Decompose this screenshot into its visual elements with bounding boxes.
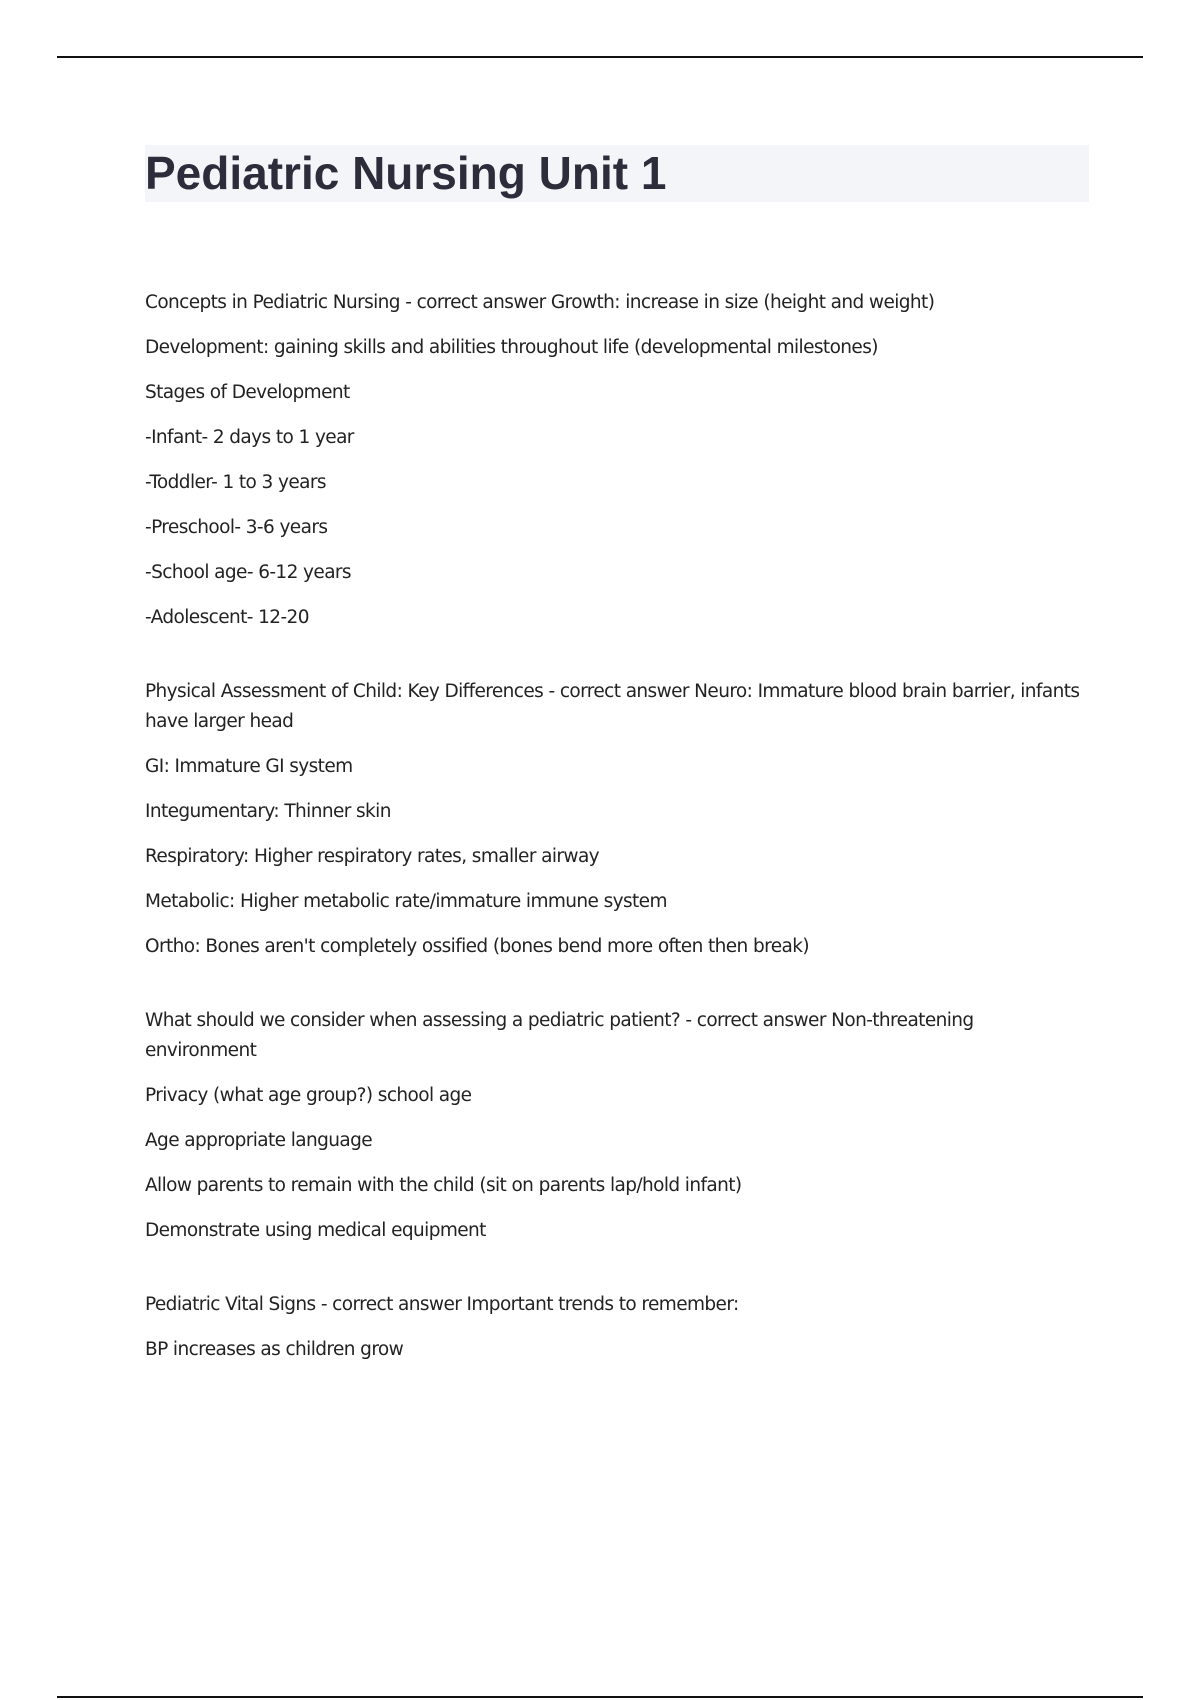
answer-line: Demonstrate using medical equipment	[145, 1220, 486, 1241]
answer-line: -Infant- 2 days to 1 year	[145, 427, 354, 448]
answer-line: Concepts in Pediatric Nursing - correct answer Growth: increase in size (height and weight)	[145, 292, 935, 313]
page-title: Pediatric Nursing Unit 1	[145, 147, 667, 199]
section-assessment-considerations	[145, 1006, 1089, 1246]
answer-line: -Adolescent- 12-20	[145, 607, 309, 628]
answer-line: GI: Immature GI system	[145, 756, 353, 777]
title-banner	[145, 145, 1089, 202]
section-vital-signs	[145, 1290, 1089, 1365]
answer-line: Allow parents to remain with the child (sit on parents lap/hold infant)	[145, 1175, 742, 1196]
answer-line: -Toddler- 1 to 3 years	[145, 472, 326, 493]
answer-line: Development: gaining skills and abilities throughout life (developmental milestones)	[145, 337, 878, 358]
top-rule	[57, 56, 1143, 58]
answer-line: BP increases as children grow	[145, 1339, 404, 1360]
answer-line: Age appropriate language	[145, 1130, 373, 1151]
answer-line: Ortho: Bones aren't completely ossified (bones bend more often then break)	[145, 936, 809, 957]
answer-line: Integumentary: Thinner skin	[145, 801, 391, 822]
answer-line: Pediatric Vital Signs - correct answer Important trends to remember:	[145, 1294, 739, 1315]
answer-line: Respiratory: Higher respiratory rates, smaller airway	[145, 846, 600, 867]
answer-line: Privacy (what age group?) school age	[145, 1085, 472, 1106]
answer-line: -Preschool- 3-6 years	[145, 517, 328, 538]
answer-line: Metabolic: Higher metabolic rate/immature immune system	[145, 891, 667, 912]
bottom-rule	[57, 1696, 1143, 1698]
section-concepts	[145, 288, 1089, 633]
answer-line: Physical Assessment of Child: Key Differences - correct answer Neuro: Immature blood brain barrier, infants have larger head	[145, 681, 1080, 732]
answer-line: Stages of Development	[145, 382, 350, 403]
answer-line: What should we consider when assessing a pediatric patient? - correct answer Non-threatening environment	[145, 1010, 974, 1061]
section-physical-assessment	[145, 677, 1089, 962]
answer-line: -School age- 6-12 years	[145, 562, 351, 583]
document-body	[145, 288, 1089, 1409]
